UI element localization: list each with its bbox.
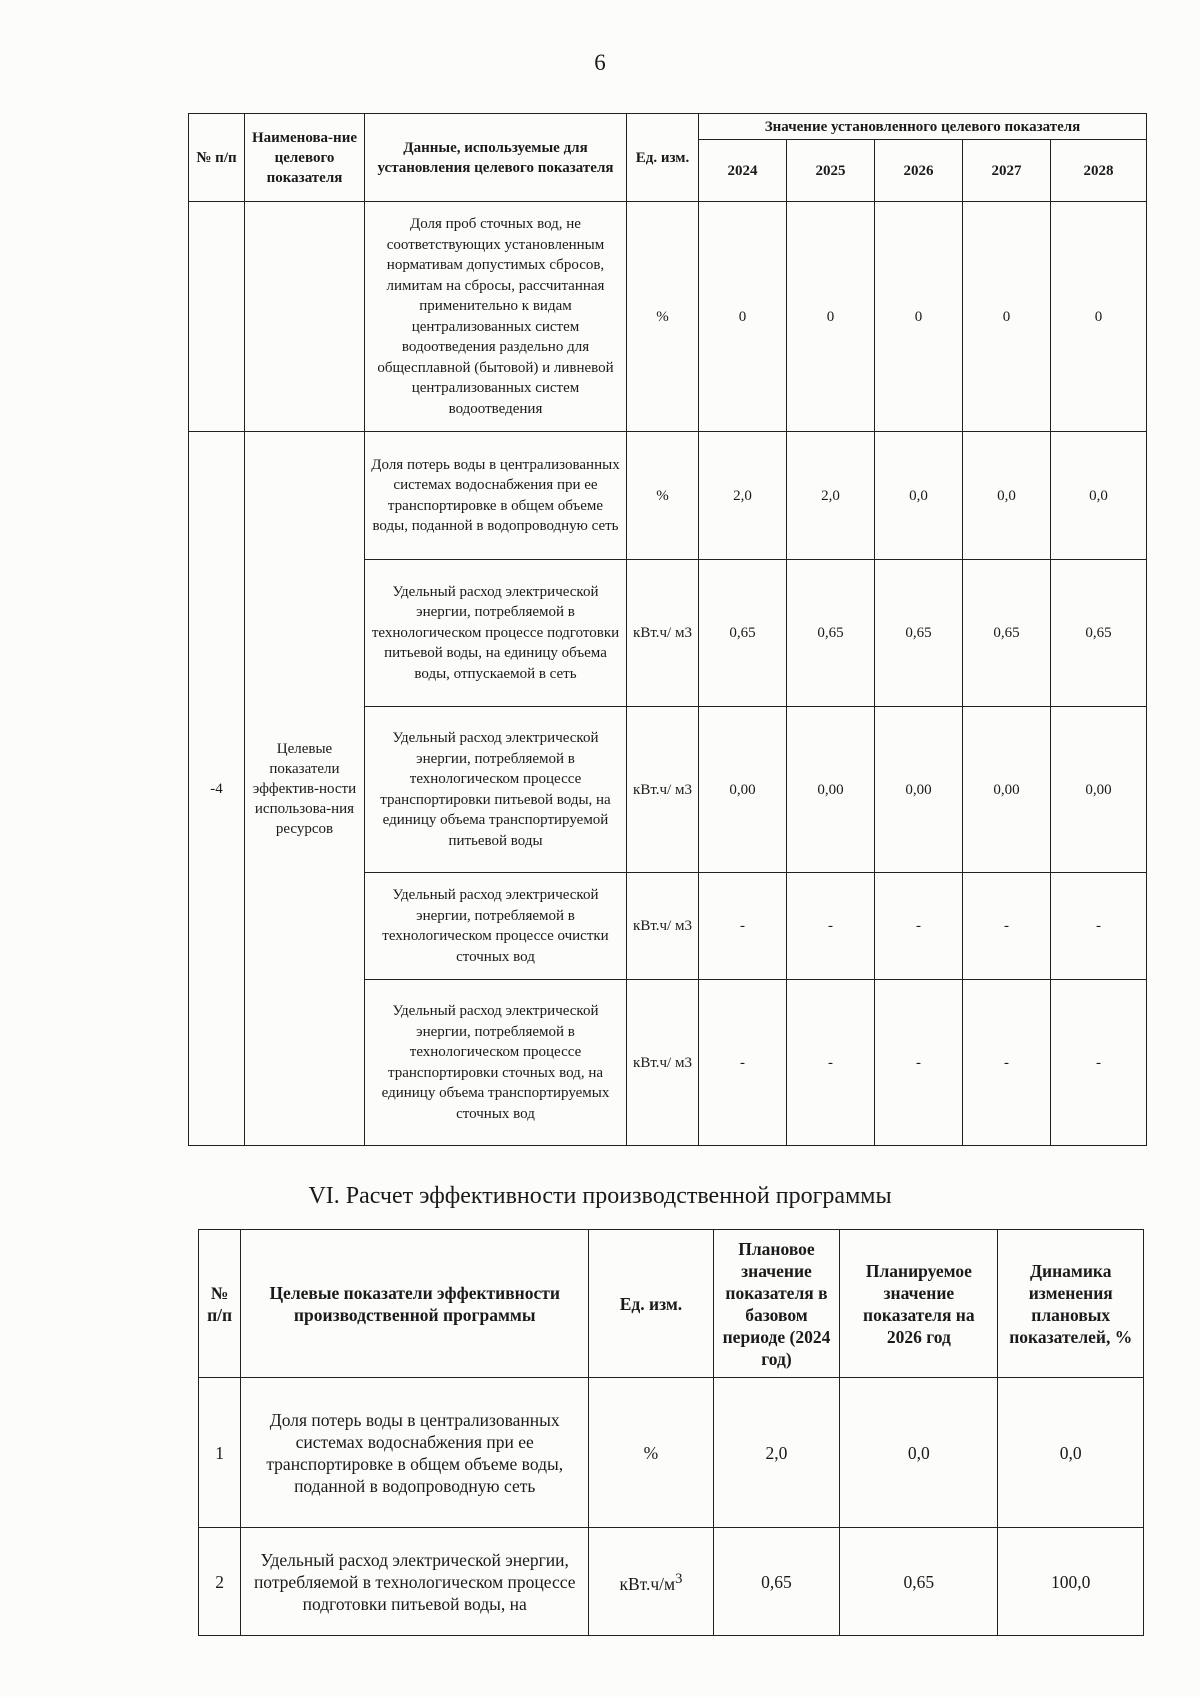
row-base-value: 2,0 bbox=[713, 1378, 840, 1528]
row-value: 0,00 bbox=[963, 707, 1051, 873]
table-row bbox=[199, 1378, 1144, 1528]
header-name: Наименова-ние целевого показателя bbox=[245, 114, 365, 202]
row-value: 0,65 bbox=[1051, 560, 1147, 707]
header-unit: Ед. изм. bbox=[627, 114, 699, 202]
row-value: 0,00 bbox=[787, 707, 875, 873]
header-year: 2024 bbox=[699, 140, 787, 202]
row-value: - bbox=[875, 873, 963, 980]
section-title: VI. Расчет эффективности производственной программы bbox=[308, 1183, 892, 1209]
empty-cell bbox=[189, 202, 245, 432]
row-value: 0,65 bbox=[699, 560, 787, 707]
row-description: Удельный расход электрической энергии, потребляемой в технологическом процессе очистки сточных вод bbox=[365, 873, 627, 980]
row-value: 0 bbox=[963, 202, 1051, 432]
row-unit: кВт.ч/ м3 bbox=[627, 560, 699, 707]
row-description: Удельный расход электрической энергии, потребляемой в технологическом процессе транспортировки сточных вод, на единицу объема транспортируемых сточных вод bbox=[365, 980, 627, 1146]
row-unit bbox=[589, 1528, 713, 1636]
efficiency-table bbox=[198, 1229, 1144, 1636]
header-base-value: Плановое значение показателя в базовом периоде (2024 год) bbox=[713, 1230, 840, 1378]
row-value: - bbox=[1051, 873, 1147, 980]
group-num: -4 bbox=[189, 432, 245, 1146]
row-num: 2 bbox=[199, 1528, 241, 1636]
row-num: 1 bbox=[199, 1378, 241, 1528]
header-data: Данные, используемые для установления целевого показателя bbox=[365, 114, 627, 202]
row-unit: % bbox=[589, 1378, 713, 1528]
row-value: 2,0 bbox=[787, 432, 875, 560]
empty-cell bbox=[245, 202, 365, 432]
header-year: 2025 bbox=[787, 140, 875, 202]
row-value: 0,65 bbox=[963, 560, 1051, 707]
row-value: 0,00 bbox=[699, 707, 787, 873]
row-value: 0,00 bbox=[1051, 707, 1147, 873]
group-name: Целевые показатели эффектив-ности использова-ния ресурсов bbox=[245, 432, 365, 1146]
row-indicator: Удельный расход электрической энергии, потребляемой в технологическом процессе подготовки питьевой воды, на bbox=[241, 1528, 589, 1636]
row-value: 2,0 bbox=[699, 432, 787, 560]
row-value: - bbox=[875, 980, 963, 1146]
row-dynamics: 100,0 bbox=[998, 1528, 1144, 1636]
row-value: 0,0 bbox=[963, 432, 1051, 560]
header-year: 2028 bbox=[1051, 140, 1147, 202]
row-value: 0 bbox=[1051, 202, 1147, 432]
row-unit: % bbox=[627, 202, 699, 432]
row-base-value: 0,65 bbox=[713, 1528, 840, 1636]
row-value: - bbox=[787, 980, 875, 1146]
row-value: - bbox=[699, 873, 787, 980]
table-row bbox=[199, 1528, 1144, 1636]
row-value: - bbox=[963, 873, 1051, 980]
header-year: 2026 bbox=[875, 140, 963, 202]
row-value: 0 bbox=[875, 202, 963, 432]
row-description: Удельный расход электрической энергии, потребляемой в технологическом процессе подготовки питьевой воды, на единицу объема воды, отпускаемой в сеть bbox=[365, 560, 627, 707]
row-value: 0 bbox=[787, 202, 875, 432]
table-header-row bbox=[189, 114, 1147, 140]
header-planned-value: Планируемое значение показателя на 2026 год bbox=[840, 1230, 998, 1378]
row-unit: кВт.ч/ м3 bbox=[627, 707, 699, 873]
header-num: № п/п bbox=[189, 114, 245, 202]
row-unit: кВт.ч/ м3 bbox=[627, 873, 699, 980]
row-value: 0,65 bbox=[875, 560, 963, 707]
header-dynamics: Динамика изменения плановых показателей, % bbox=[998, 1230, 1144, 1378]
row-value: - bbox=[787, 873, 875, 980]
row-indicator: Доля потерь воды в централизованных системах водоснабжения при ее транспортировке в общем объеме воды, поданной в водопроводную сеть bbox=[241, 1378, 589, 1528]
row-description: Доля потерь воды в централизованных системах водоснабжения при ее транспортировке в общем объеме воды, поданной в водопроводную сеть bbox=[365, 432, 627, 560]
row-unit: кВт.ч/ м3 bbox=[627, 980, 699, 1146]
row-unit: % bbox=[627, 432, 699, 560]
table-row bbox=[189, 432, 1147, 560]
unit-superscript: 3 bbox=[675, 1571, 683, 1588]
row-planned-value: 0,65 bbox=[840, 1528, 998, 1636]
row-description: Удельный расход электрической энергии, потребляемой в технологическом процессе транспортировки питьевой воды, на единицу объема транспортируемой питьевой воды bbox=[365, 707, 627, 873]
row-value: 0,0 bbox=[1051, 432, 1147, 560]
header-value-group: Значение установленного целевого показателя bbox=[699, 114, 1147, 140]
page-number: 6 bbox=[594, 50, 606, 75]
row-dynamics: 0,0 bbox=[998, 1378, 1144, 1528]
row-description: Доля проб сточных вод, не соответствующих установленным нормативам допустимых сбросов, лимитам на сбросы, рассчитанная применительно к видам централизованных систем водоотведения раздельно для общесплавной (бытовой) и ливневой централизованных систем водоотведения bbox=[365, 202, 627, 432]
row-value: - bbox=[963, 980, 1051, 1146]
header-unit: Ед. изм. bbox=[589, 1230, 713, 1378]
row-planned-value: 0,0 bbox=[840, 1378, 998, 1528]
unit-text: кВт.ч/м bbox=[619, 1573, 676, 1594]
table-row bbox=[189, 202, 1147, 432]
row-value: 0,65 bbox=[787, 560, 875, 707]
row-value: - bbox=[1051, 980, 1147, 1146]
row-value: 0,00 bbox=[875, 707, 963, 873]
table-header-row bbox=[199, 1230, 1144, 1378]
row-value: - bbox=[699, 980, 787, 1146]
header-num: № п/п bbox=[199, 1230, 241, 1378]
header-indicator: Целевые показатели эффективности производственной программы bbox=[241, 1230, 589, 1378]
row-value: 0,0 bbox=[875, 432, 963, 560]
row-value: 0 bbox=[699, 202, 787, 432]
target-indicators-table bbox=[188, 113, 1147, 1146]
header-year: 2027 bbox=[963, 140, 1051, 202]
